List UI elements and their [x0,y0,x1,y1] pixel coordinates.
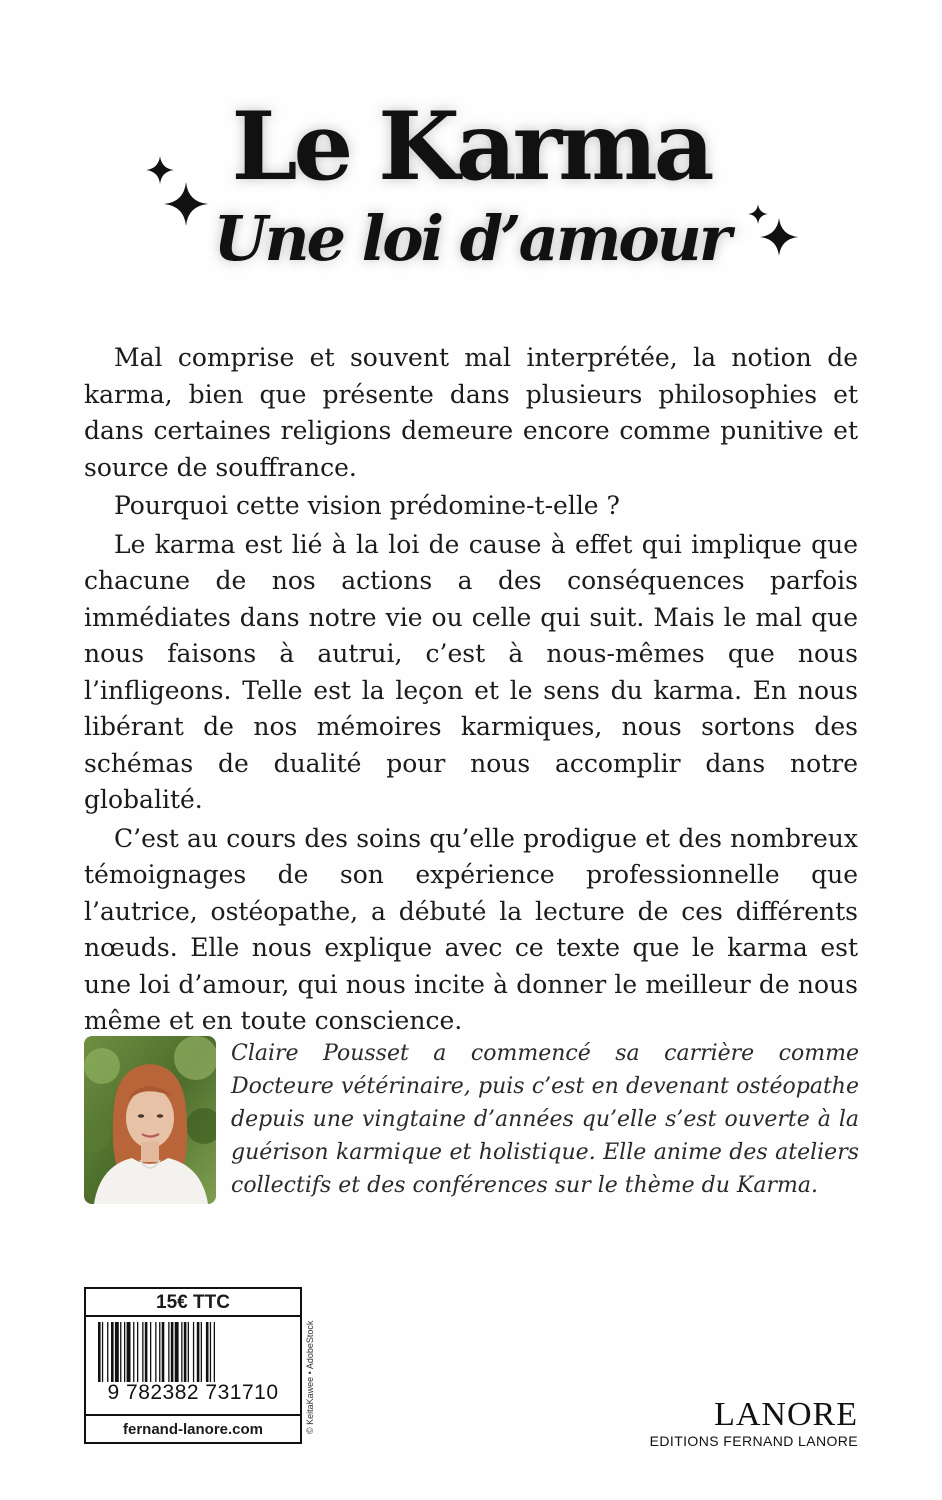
blurb-paragraph-2: Pourquoi cette vision prédomine-t-elle ? [114,491,620,520]
publisher-full-name: EDITIONS FERNAND LANORE [649,1433,858,1449]
isbn-number: 9 782382 731710 [107,1381,279,1404]
book-subtitle: Une loi d’amour [213,202,729,275]
blurb-text [84,340,858,1040]
barcode-box [84,1287,302,1444]
sparkle-large-left-icon [164,182,208,226]
blurb-paragraph-3: Le karma est lié à la loi de cause à effet qui implique que chacune de nos actions a des conséquences parfois immédiates dans notre vie ou celle qui suit. Mais le mal que nous faisons à autrui, c’est à nous-mêmes que nous l’infligeons. Telle est la leçon et le sens du karma. En nous libérant de nos mémoires karmiques, nous sortons des schémas de dualité pour nous accomplir dans notre globalité. [84,529,858,814]
book-title: Le Karma [231,92,711,202]
publisher-name: LANORE [714,1396,858,1433]
publisher-logo [608,1398,858,1450]
author-bio: Claire Pousset a commencé sa carrière comme Docteure vétérinaire, puis c’est en devenant ostéopathe depuis une vingtaine d’années qu’elle s’est ouverte à la guérison karmique et holistique. Elle anime des ateliers collectifs et des conférences sur le thème du Karma. [231,1041,859,1198]
blurb-paragraph-4: C’est au cours des soins qu’elle prodigue et des nombreux témoignages de son expérience professionnelle que l’autrice, ostéopathe, a débuté la lecture de ces différents nœuds. Elle nous explique avec ce texte que le karma est une loi d’amour, qui nous incite à donner le meilleur de nous même et en toute conscience. [84,823,858,1035]
blurb-paragraph-1: Mal comprise et souvent mal interprétée, la notion de karma, bien que présente dans plusieurs philosophies et dans certaines religions demeure encore comme punitive et source de souffrance. [84,343,858,482]
price-label: 15€ TTC [86,1289,300,1317]
author-photo [84,1036,216,1204]
barcode-bars [96,1322,292,1382]
publisher-website: fernand-lanore.com [86,1414,300,1442]
sparkle-small-left-icon [146,156,174,184]
sparkle-large-right-icon [760,218,798,256]
photo-credit: © KeitaKawee • AdobeStock [305,1320,315,1434]
